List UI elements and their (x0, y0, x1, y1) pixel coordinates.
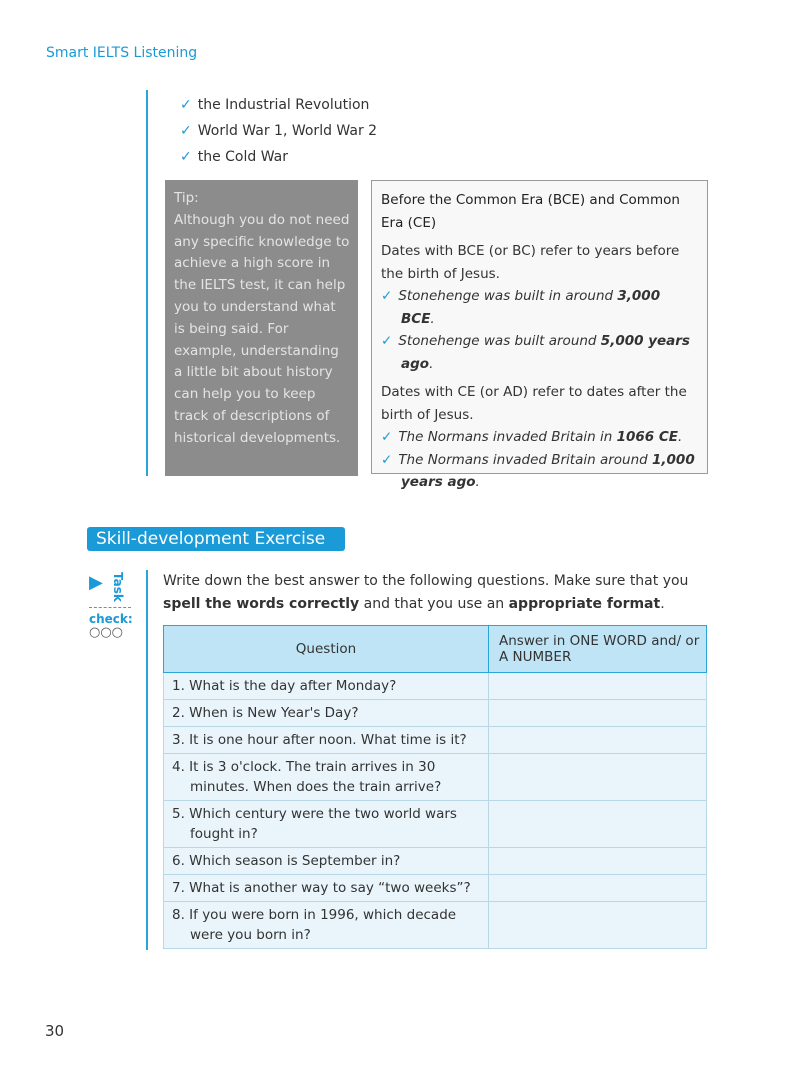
example: ✓ Stonehenge was built in around 3,000 BCE. (381, 288, 661, 327)
era-box (371, 180, 708, 490)
bce-intro: Dates with BCE (or BC) refer to years before the birth of Jesus. (381, 243, 680, 282)
answer-cell[interactable] (489, 848, 707, 875)
column-header: Answer in ONE WORD and/ or A NUMBER (489, 626, 707, 673)
ce-intro: Dates with CE (or AD) refer to dates after the birth of Jesus. (381, 384, 687, 423)
answer-cell[interactable] (489, 727, 707, 754)
question-cell: 2. When is New Year's Day? (164, 700, 489, 727)
margin-rule (146, 570, 148, 950)
question-cell: 5. Which century were the two world wars fought in? (164, 801, 489, 848)
question-cell: 4. It is 3 o'clock. The train arrives in 30 minutes. When does the train arrive? (164, 754, 489, 801)
table-row (164, 848, 707, 875)
question-cell: 3. It is one hour after noon. What time is it? (164, 727, 489, 754)
instructions: Write down the best answer to the following questions. Make sure that you spell the words correctly and that you use an appropriate format. (163, 573, 689, 612)
play-arrow-icon: ▶ (89, 572, 103, 593)
check-circles: ○○○ (89, 625, 124, 640)
question-cell: 6. Which season is September in? (164, 848, 489, 875)
example: ✓ Stonehenge was built around 5,000 years ago. (381, 333, 690, 372)
tip-box (165, 180, 358, 476)
check-icon: ✓ (180, 123, 192, 139)
list-item: ✓ the Cold War (180, 149, 289, 165)
check-icon: ✓ (180, 149, 192, 165)
task-marker: ▶ Task check: ○○○ (89, 572, 133, 640)
answer-cell[interactable] (489, 673, 707, 700)
example: ✓ The Normans invaded Britain around 1,000 years ago. (381, 451, 695, 490)
check-icon: ✓ (180, 97, 192, 113)
answer-cell[interactable] (489, 801, 707, 848)
answer-cell[interactable] (489, 754, 707, 801)
question-cell: 8. If you were born in 1996, which decade were you born in? (164, 902, 489, 949)
question-table (163, 625, 707, 949)
list-item: ✓ World War 1, World War 2 (180, 123, 378, 139)
check-icon: ✓ (381, 451, 393, 468)
running-header: Smart IELTS Listening (46, 45, 198, 61)
answer-cell[interactable] (489, 902, 707, 949)
table-row (164, 754, 707, 801)
table-row (164, 673, 707, 700)
table-row (164, 902, 707, 949)
table-row (164, 801, 707, 848)
table-row (164, 700, 707, 727)
question-cell: 1. What is the day after Monday? (164, 673, 489, 700)
margin-rule (146, 90, 148, 476)
question-cell: 7. What is another way to say “two weeks”? (164, 875, 489, 902)
page-number: 30 (45, 1022, 65, 1040)
tip-body: Although you do not need any specific knowledge to achieve a high score in the IELTS test, it can help you to understand what is being said. For example, understanding a little bit about history can help you to keep track of descriptions of historical developments. (174, 211, 350, 446)
column-header: Question (164, 626, 489, 673)
answer-cell[interactable] (489, 700, 707, 727)
check-icon: ✓ (381, 429, 393, 445)
check-icon: ✓ (381, 288, 393, 304)
list-item: ✓ the Industrial Revolution (180, 97, 370, 113)
section-heading: Skill-development Exercise (87, 527, 345, 551)
answer-cell[interactable] (489, 875, 707, 902)
check-icon: ✓ (381, 333, 393, 349)
example: ✓ The Normans invaded Britain in 1066 CE. (381, 429, 683, 445)
tip-title: Tip: (174, 190, 199, 206)
era-title: Before the Common Era (BCE) and Common Era (CE) (381, 192, 680, 231)
topic-list (180, 92, 377, 170)
table-row (164, 727, 707, 754)
table-row (164, 875, 707, 902)
